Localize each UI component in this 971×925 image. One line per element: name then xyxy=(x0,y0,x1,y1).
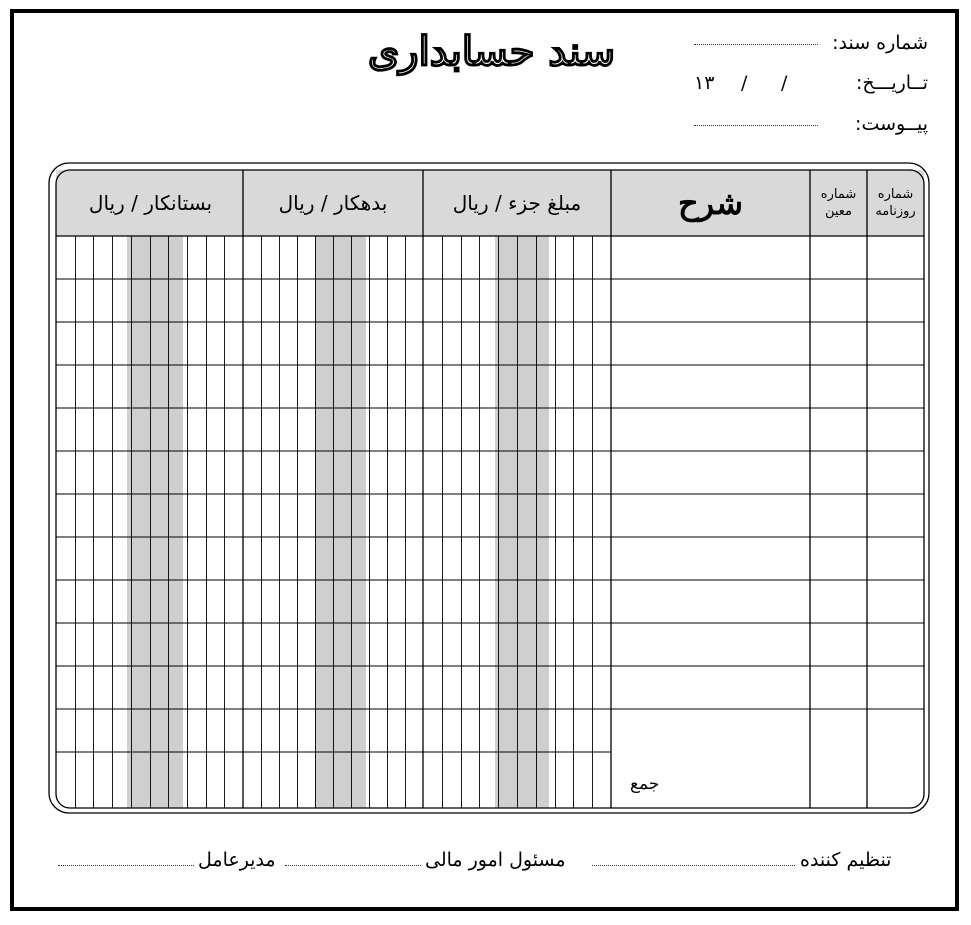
total-label: جمع xyxy=(630,774,660,794)
preparer-signature-line[interactable] xyxy=(592,865,795,866)
ceo-signature-line[interactable] xyxy=(58,865,194,866)
column-header-credit: بستانکار / ریال xyxy=(88,191,213,215)
preparer-label: تنظیم کننده xyxy=(800,849,892,871)
finance-officer-signature-line[interactable] xyxy=(285,865,421,866)
column-header-partial-amount: مبلغ جزء / ریال xyxy=(452,191,582,215)
attachment-label: پیــوست: xyxy=(855,113,928,135)
date-label: تــاریـــخ: xyxy=(855,72,928,94)
column-header-ledger-number xyxy=(810,172,867,234)
date-year-prefix: ۱۳ xyxy=(694,72,715,94)
ledger-number-line1: شماره xyxy=(820,187,857,202)
journal-number-line2: روزنامه xyxy=(875,204,916,219)
column-header-debit: بدهکار / ریال xyxy=(278,191,388,215)
column-header-journal-number xyxy=(867,172,924,234)
date-slash-month: / xyxy=(741,72,748,94)
column-header-description: شرح xyxy=(677,184,744,222)
doc-number-label: شماره سند: xyxy=(832,32,928,54)
journal-number-line1: شماره xyxy=(877,187,914,202)
finance-officer-label: مسئول امور مالی xyxy=(425,849,566,871)
date-slash-day: / xyxy=(781,72,788,94)
ceo-label: مدیرعامل xyxy=(198,849,276,871)
ledger-number-line2: معین xyxy=(824,204,853,219)
document-title: سند حسابداری xyxy=(368,28,615,75)
